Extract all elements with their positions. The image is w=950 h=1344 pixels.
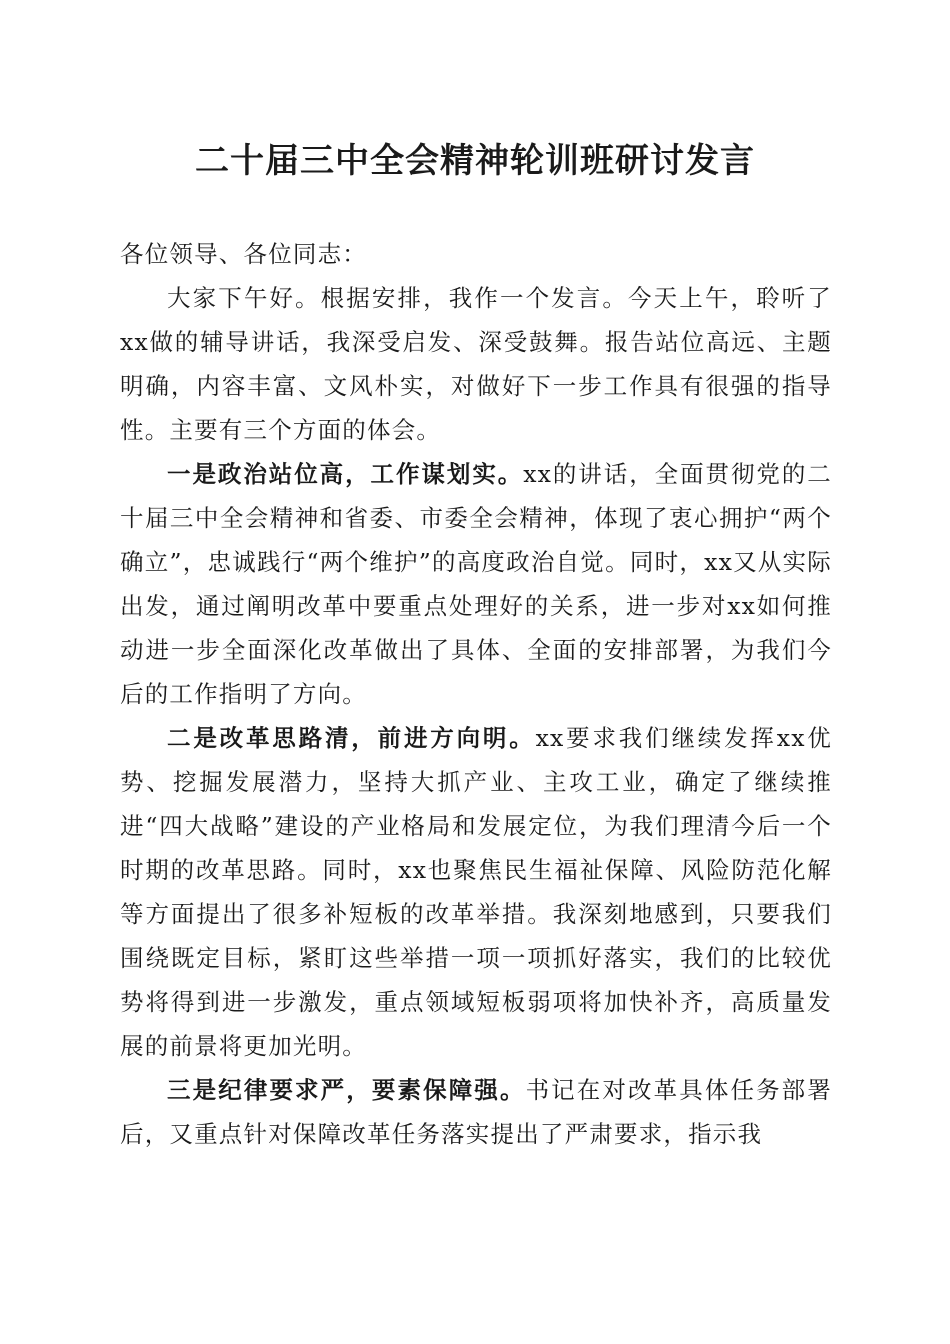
point-text-2: xx要求我们继续发挥xx优势、挖掘发展潜力，坚持大抓产业、主攻工业，确定了继续推进“四大战略”建设的产业格局和发展定位，为我们理清今后一个时期的改革思路。同时，xx也聚焦民生福祉保障、风险防范化解等方面提出了很多补短板的改革举措。我深刻地感到，只要我们围绕既定目标，紧盯这些举措一项一项抓好落实，我们的比较优势将得到进一步激发，重点领域短板弱项将加快补齐，高质量发展的前景将更加光明。 [120, 724, 832, 1060]
point-lead-1: 一是政治站位高，工作谋划实。 [167, 460, 524, 488]
point-lead-3: 三是纪律要求严，要素保障强。 [167, 1076, 526, 1104]
point-text-3: 书记在对改革具体任务部署后，又重点针对保障改革任务落实提出了严肃要求，指示我 [120, 1076, 832, 1148]
document-body [120, 232, 832, 1156]
point-paragraph-2 [120, 716, 832, 1068]
point-paragraph-3 [120, 1068, 832, 1156]
point-lead-2: 二是改革思路清，前进方向明。 [167, 724, 536, 752]
intro-paragraph: 大家下午好。根据安排，我作一个发言。今天上午，聆听了xx做的辅导讲话，我深受启发、深受鼓舞。报告站位高远、主题明确，内容丰富、文风朴实，对做好下一步工作具有很强的指导性。主要有三个方面的体会。 [120, 284, 832, 444]
salutation: 各位领导、各位同志： [120, 240, 367, 268]
point-text-1: xx的讲话，全面贯彻党的二十届三中全会精神和省委、市委全会精神，体现了衷心拥护“两个确立”，忠诚践行“两个维护”的高度政治自觉。同时，xx又从实际出发，通过阐明改革中要重点处理好的关系，进一步对xx如何推动进一步全面深化改革做出了具体、全面的安排部署，为我们今后的工作指明了方向。 [120, 460, 832, 708]
point-paragraph-1 [120, 452, 832, 716]
page-title: 二十届三中全会精神轮训班研讨发言 [195, 141, 755, 181]
